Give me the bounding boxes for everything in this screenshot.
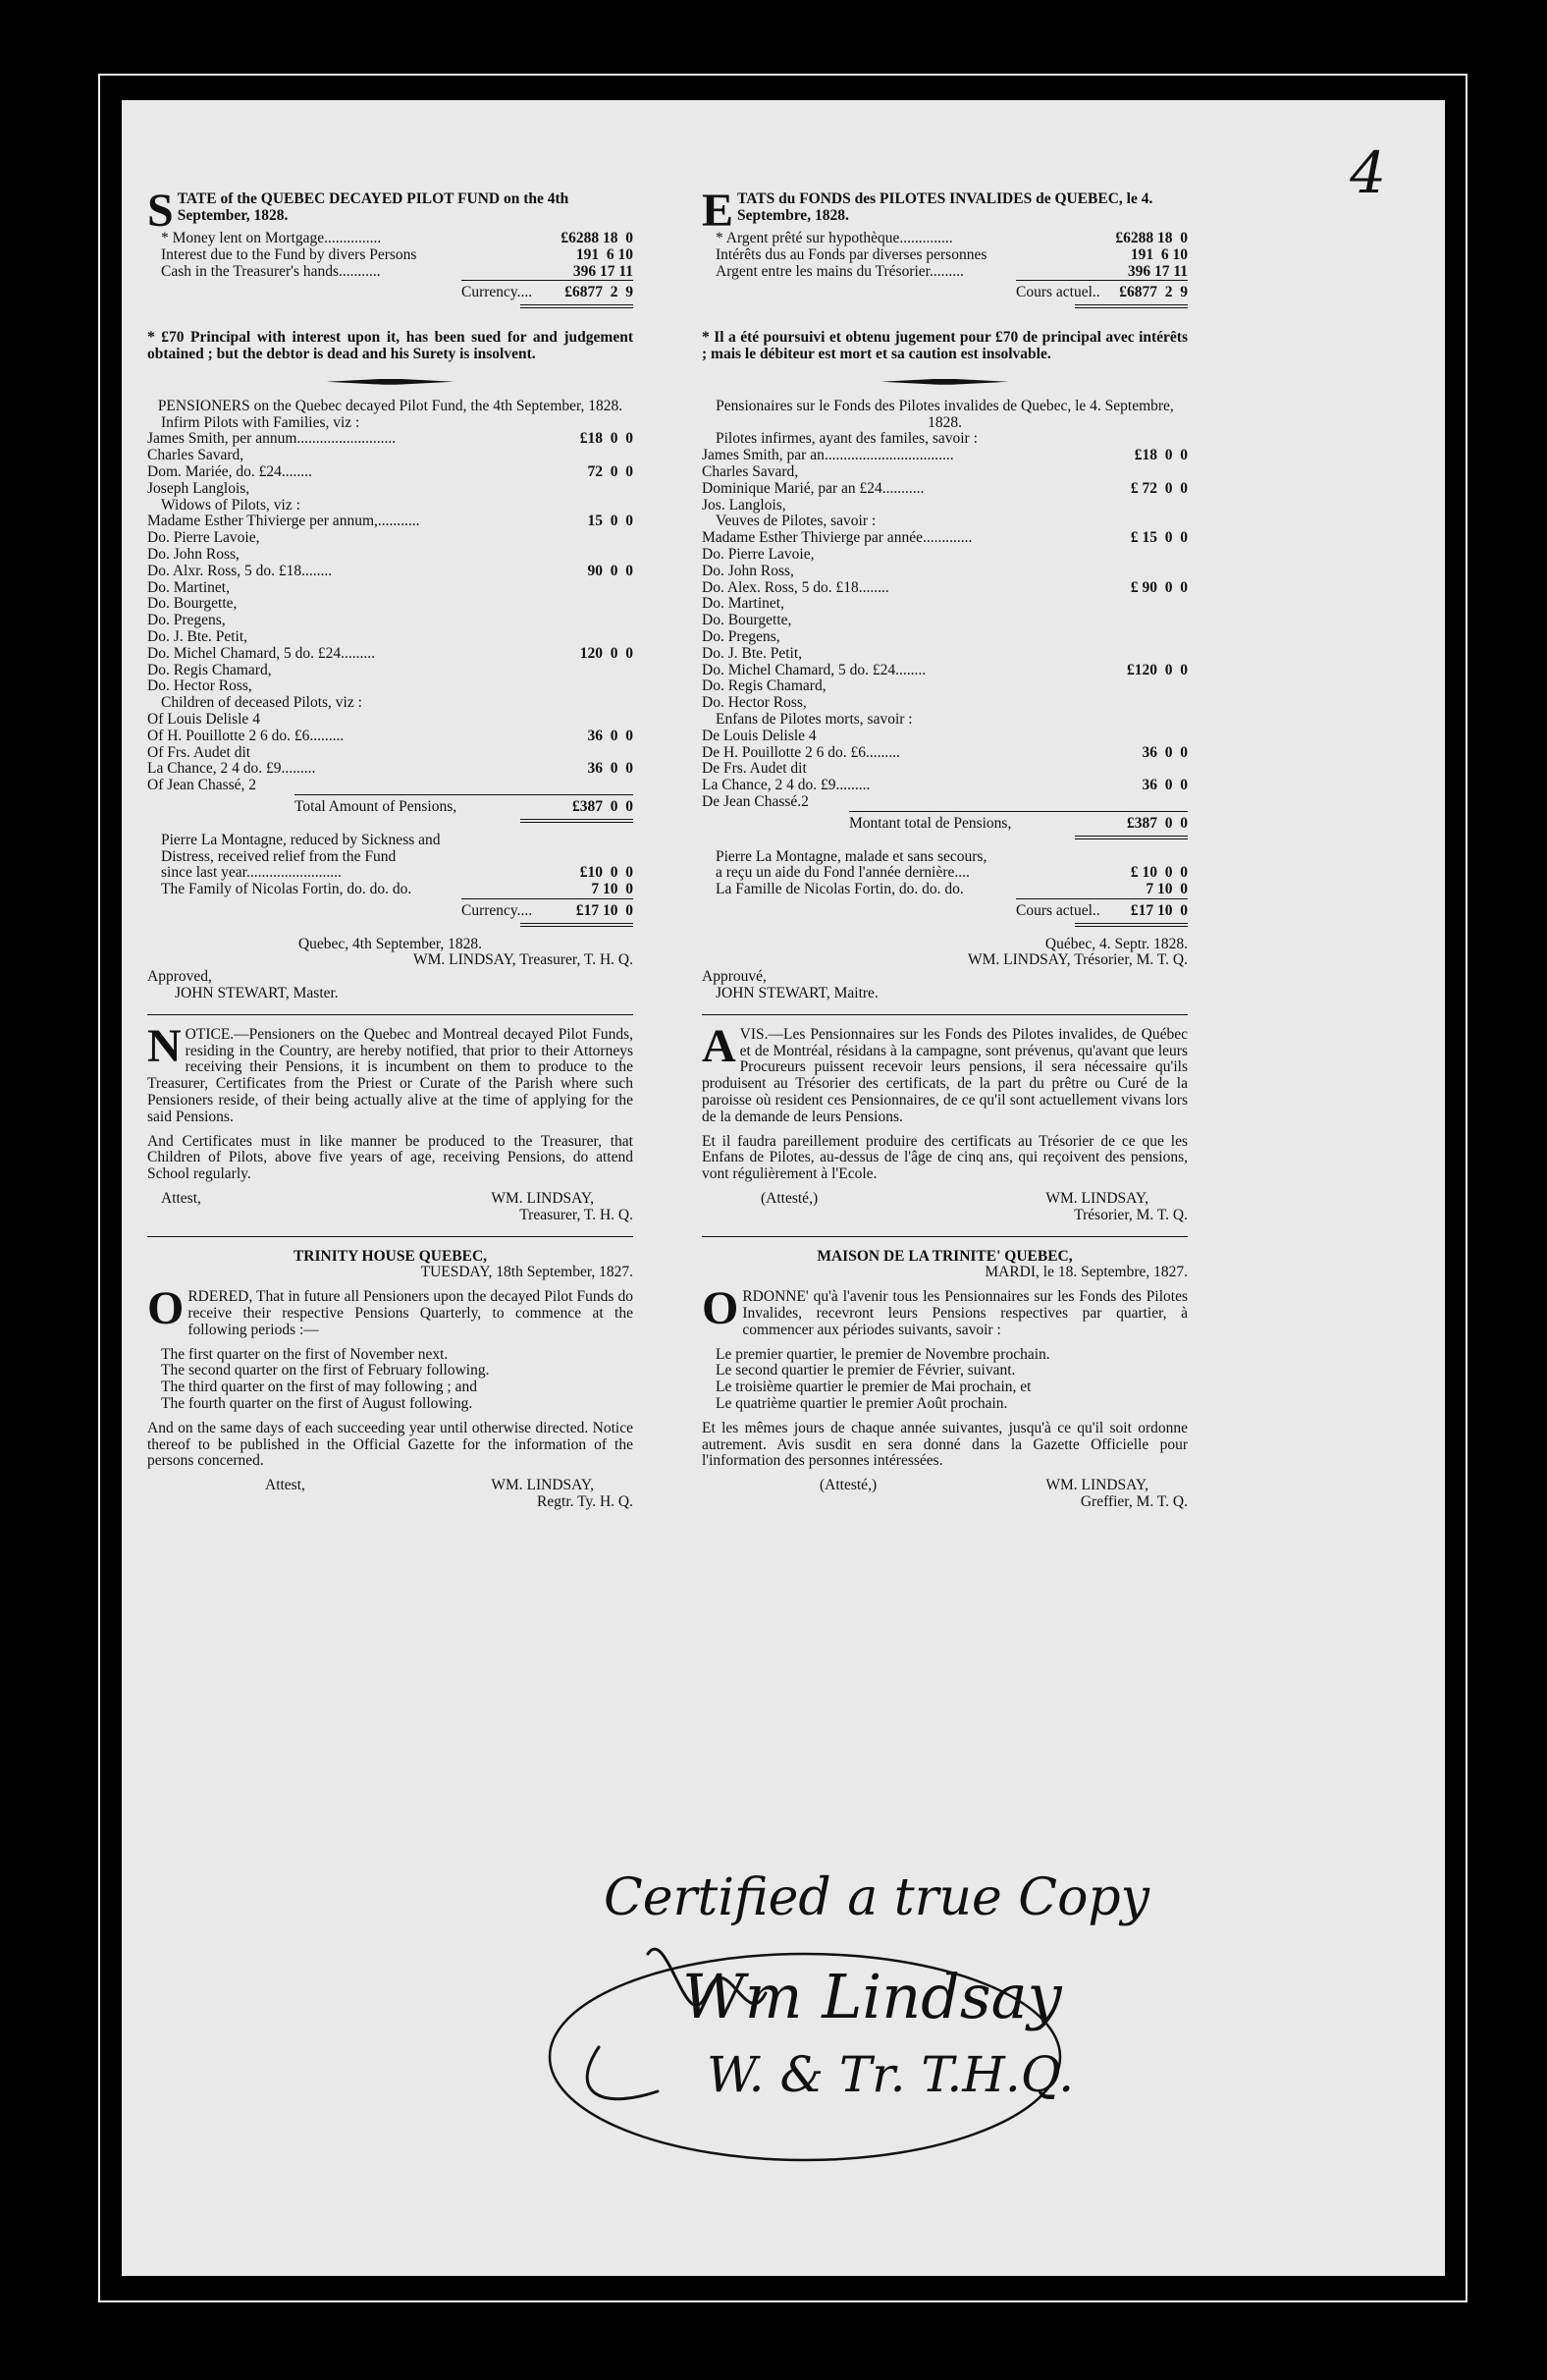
relief-total-label: Currency.... bbox=[461, 901, 533, 919]
secours-total-amount: £17 10 0 bbox=[1130, 901, 1188, 919]
fund-row bbox=[716, 264, 1188, 281]
pension-row bbox=[702, 498, 1188, 514]
widows-heading: Widows of Pilots, viz : bbox=[161, 496, 300, 514]
pension-row-amount: £18 0 0 bbox=[1134, 447, 1188, 464]
pension-row bbox=[702, 678, 1188, 695]
pension-row bbox=[147, 613, 633, 629]
pensions-total-amount: £387 0 0 bbox=[572, 797, 633, 815]
quarter-line: Le quatrième quartier le premier Août prochain. bbox=[716, 1395, 1008, 1413]
pension-row bbox=[702, 481, 1188, 498]
state-total bbox=[461, 280, 633, 301]
state-title: TATE of the QUEBEC DECAYED PILOT FUND on the 4th September, 1828. bbox=[177, 191, 569, 224]
secours-total-label: Cours actuel.. bbox=[1016, 901, 1100, 919]
pensionaires-heading: Pensionaires sur le Fonds des Pilotes invalides de Quebec, le 4. Septembre, 1828. bbox=[716, 397, 1174, 431]
pension-row-label: Charles Savard, bbox=[147, 448, 244, 464]
avis-text: VIS.—Les Pensionnaires sur les Fonds des Pilotes invalides, de Québec et de Montréal, résidans à la campagne, sont prévenus, qu'avant que leurs Procureurs puissent recevoir leurs pensions, il sera nécessaire qu'ils produisent au Trésorier des certificats, de la part du prêtre ou Curé de la paroisse où resident ces Pensionnaires, de ce qu'il sont actuellement vivans lors de la demande de leurs Pensions. bbox=[702, 1026, 1188, 1125]
ordonne-signer: WM. LINDSAY, bbox=[1045, 1477, 1148, 1494]
pension-row bbox=[702, 663, 1188, 679]
signer: WM. LINDSAY, Treasurer, T. H. Q. bbox=[413, 951, 633, 969]
maison-date: MARDI, le 18. Septembre, 1827. bbox=[985, 1264, 1188, 1281]
pension-row-label: Do. Michel Chamard, 5 do. £24......... bbox=[147, 645, 376, 662]
montant-total-label: Montant total de Pensions, bbox=[849, 814, 1012, 832]
avis-attest-row bbox=[702, 1191, 1188, 1208]
notice-text: OTICE.—Pensioners on the Quebec and Montreal decayed Pilot Funds, residing in the Country, are hereby notified, that prior to their Attorneys receiving their Pensions, it is incumbent on them to produce to the Treasurer, Certificates from the Priest or Curate of the Parish where such Pensioners reside, of their being actually alive at the time of applying for the said Pensions. bbox=[147, 1026, 633, 1125]
pension-row-label: Do. John Ross, bbox=[147, 546, 240, 563]
relief-row-label: The Family of Nicolas Fortin, do. do. do. bbox=[161, 882, 412, 898]
pension-row bbox=[147, 678, 633, 695]
mortgage-note: * £70 Principal with interest upon it, has been sued for and judgement obtained ; but the debtor is dead and his Surety is insolvent. bbox=[147, 329, 633, 362]
pension-row bbox=[147, 530, 633, 547]
relief-total bbox=[461, 898, 633, 920]
pension-row bbox=[702, 613, 1188, 629]
pension-row-label: Do. Pregens, bbox=[147, 613, 226, 629]
fund-row-label: Intérêts dus au Fonds par diverses personnes bbox=[716, 246, 987, 263]
pension-row-label: Do. Michel Chamard, 5 do. £24........ bbox=[702, 662, 927, 678]
enfans-rows bbox=[702, 729, 1188, 811]
quarter-line: Le second quartier le premier de Février, suivant. bbox=[716, 1362, 1016, 1379]
pension-row-label: Dom. Mariée, do. £24........ bbox=[147, 463, 312, 480]
ordonne-attest-row bbox=[702, 1478, 1188, 1494]
montant-total-amount: £387 0 0 bbox=[1127, 814, 1188, 832]
pension-row bbox=[702, 629, 1188, 646]
notice-signer-title: Treasurer, T. H. Q. bbox=[519, 1206, 633, 1223]
relief-row-label: La Famille de Nicolas Fortin, do. do. do. bbox=[716, 882, 964, 898]
pension-row-label: Do. J. Bte. Petit, bbox=[702, 645, 803, 662]
quarter-line: The first quarter on the first of November next. bbox=[161, 1345, 449, 1363]
pension-row-label: Do. Regis Chamard, bbox=[702, 678, 827, 695]
pension-row-amount: 120 0 0 bbox=[579, 644, 633, 662]
quarter-line: The second quarter on the first of February following. bbox=[161, 1362, 490, 1379]
pension-row bbox=[147, 481, 633, 498]
enfans-heading: Enfans de Pilotes morts, savoir : bbox=[716, 710, 913, 728]
avis-paragraph bbox=[702, 1027, 1188, 1126]
notice-paragraph bbox=[147, 1027, 633, 1126]
pension-row-label: Do. Bourgette, bbox=[702, 613, 792, 629]
quarters-list bbox=[147, 1347, 633, 1413]
pension-row bbox=[147, 629, 633, 646]
pension-row bbox=[702, 564, 1188, 580]
pension-row-label: James Smith, par an.................................. bbox=[702, 448, 954, 464]
relief-row bbox=[147, 849, 633, 866]
pension-row bbox=[147, 712, 633, 729]
avis-signer-title: Trésorier, M. T. Q. bbox=[1074, 1206, 1188, 1223]
quartiers-list bbox=[702, 1347, 1188, 1413]
pension-row-label: Of Frs. Audet dit bbox=[147, 744, 251, 761]
notice-attest-row bbox=[147, 1191, 633, 1208]
pension-row-label: Charles Savard, bbox=[702, 463, 799, 480]
children-heading: Children of deceased Pilots, viz : bbox=[161, 694, 362, 712]
pension-row-label: Madame Esther Thivierge per annum,........... bbox=[147, 514, 420, 530]
infirm-rows bbox=[147, 431, 633, 497]
pension-row bbox=[147, 663, 633, 679]
pensions-total bbox=[294, 794, 633, 816]
notice-attest: Attest, bbox=[161, 1190, 201, 1208]
fund-row-amount: £6288 18 0 bbox=[1115, 230, 1188, 246]
pensions-total-label: Total Amount of Pensions, bbox=[294, 797, 457, 815]
pension-row-label: James Smith, per annum.......................... bbox=[147, 431, 397, 448]
pension-row bbox=[147, 646, 633, 663]
pension-row-amount: £120 0 0 bbox=[1127, 661, 1188, 678]
fund-row bbox=[161, 264, 633, 281]
ordered-attest-row bbox=[147, 1478, 633, 1494]
pension-row-amount: £18 0 0 bbox=[579, 430, 633, 448]
fund-row-amount: 396 17 11 bbox=[572, 262, 633, 280]
double-rule bbox=[1075, 303, 1188, 308]
fund-row-amount: 191 6 10 bbox=[575, 245, 633, 263]
quarter-line: The third quarter on the first of may following ; and bbox=[161, 1379, 477, 1396]
etats-heading bbox=[702, 191, 1188, 231]
ordered-signer-title: Regtr. Ty. H. Q. bbox=[537, 1493, 633, 1510]
ordonne-text: RDONNE' qu'à l'avenir tous les Pensionnaires sur les Fonds des Pilotes Invalides, recevront leurs Pensions respectives par quartier, à commencer aux périodes suivants, savoir : bbox=[742, 1289, 1188, 1338]
fund-row-label: Interest due to the Fund by divers Persons bbox=[161, 246, 417, 263]
pension-row bbox=[702, 464, 1188, 481]
pension-row bbox=[147, 761, 633, 778]
double-rule bbox=[520, 303, 633, 308]
certified-line: Certified a true Copy bbox=[604, 1868, 1150, 1927]
children-rows bbox=[147, 712, 633, 794]
secours-total bbox=[1016, 898, 1188, 920]
veuves-rows bbox=[702, 530, 1188, 712]
french-column bbox=[702, 191, 1188, 1511]
pension-row-label: De Louis Delisle 4 bbox=[702, 728, 817, 744]
avis-attest: (Attesté,) bbox=[761, 1190, 819, 1208]
pension-row-label: La Chance, 2 4 do. £9......... bbox=[702, 778, 871, 794]
infirm-heading: Infirm Pilots with Families, viz : bbox=[161, 413, 360, 431]
signature-name: Wm Lindsay bbox=[682, 1961, 1062, 2032]
pension-row bbox=[702, 745, 1188, 762]
pension-row-label: Do. Alxr. Ross, 5 do. £18........ bbox=[147, 563, 333, 579]
relief-row bbox=[702, 865, 1188, 882]
infirmes-heading: Pilotes infirmes, ayant des familes, savoir : bbox=[716, 430, 978, 448]
pension-row-amount: £ 72 0 0 bbox=[1130, 479, 1188, 497]
pension-row bbox=[702, 729, 1188, 745]
state-heading bbox=[147, 191, 633, 231]
pension-row-amount: 36 0 0 bbox=[587, 727, 633, 744]
pension-row-amount: 72 0 0 bbox=[587, 462, 633, 480]
pension-row bbox=[702, 580, 1188, 597]
ordonne-paragraph bbox=[702, 1289, 1188, 1338]
fund-row bbox=[161, 247, 633, 264]
pension-row-amount: £ 90 0 0 bbox=[1130, 578, 1188, 596]
pension-row bbox=[147, 778, 633, 794]
pension-row-label: Do. Martinet, bbox=[702, 596, 784, 613]
ordonne-dropcap: O bbox=[702, 1289, 739, 1335]
ornament-divider bbox=[327, 379, 454, 385]
pension-row bbox=[702, 778, 1188, 794]
ordered-signer: WM. LINDSAY, bbox=[491, 1477, 594, 1494]
signer: WM. LINDSAY, Trésorier, M. T. Q. bbox=[967, 951, 1188, 969]
pension-row bbox=[147, 596, 633, 613]
trinity-date: TUESDAY, 18th September, 1827. bbox=[420, 1264, 633, 1281]
ordered-text-2: And on the same days of each succeeding year until otherwise directed. Notice thereof to be published in the Official Gazette for the information of the persons concerned. bbox=[147, 1419, 633, 1470]
pension-row bbox=[702, 530, 1188, 547]
pension-row-label: De Jean Chassé.2 bbox=[702, 793, 809, 810]
section-rule bbox=[147, 1236, 633, 1237]
relief-row bbox=[702, 882, 1188, 898]
pension-row bbox=[702, 646, 1188, 663]
pension-row-label: Of Jean Chassé, 2 bbox=[147, 778, 257, 794]
pension-row bbox=[147, 745, 633, 762]
pension-row-label: Of Louis Delisle 4 bbox=[147, 711, 260, 728]
quarter-line: Le premier quartier, le premier de Novembre prochain. bbox=[716, 1345, 1050, 1363]
relief-row-label: Pierre La Montagne, malade et sans secours, bbox=[716, 848, 987, 865]
pension-row-amount: 36 0 0 bbox=[1142, 777, 1188, 794]
pension-row-label: Do. Pregens, bbox=[702, 628, 780, 645]
etats-title: TATS du FONDS des PILOTES INVALIDES de QUEBEC, le 4. Septembre, 1828. bbox=[737, 191, 1153, 224]
pension-row-label: La Chance, 2 4 do. £9......... bbox=[147, 761, 316, 778]
etats-total-amount: £6877 2 9 bbox=[1119, 284, 1188, 301]
ordonne-text-2: Et les mêmes jours de chaque année suivantes, jusqu'à ce qu'il soit ordonne autrement. Avis susdit en sera donné dans la Gazette Officielle pour l'information des personnes intéressées. bbox=[702, 1419, 1188, 1470]
notice-text-2: And Certificates must in like manner be produced to the Treasurer, that Children of Pilots, above five years of age, receiving Pensions, do attend School regularly. bbox=[147, 1132, 633, 1183]
quarter-line: The fourth quarter on the first of August following. bbox=[161, 1395, 473, 1413]
pension-row-label: De Frs. Audet dit bbox=[702, 761, 807, 778]
relief-row-amount: £ 10 0 0 bbox=[1130, 864, 1188, 882]
relief-row-label: a reçu un aide du Fond l'année dernière.... bbox=[716, 865, 970, 882]
relief-row bbox=[702, 849, 1188, 866]
etats-total-label: Cours actuel.. bbox=[1016, 284, 1100, 301]
pension-row-label: Do. Martinet, bbox=[147, 579, 230, 596]
relief-row-amount: 7 10 0 bbox=[1146, 881, 1188, 898]
place-date: Québec, 4. Septr. 1828. bbox=[1044, 935, 1188, 952]
etats-rows bbox=[702, 231, 1188, 280]
approver: JOHN STEWART, Master. bbox=[175, 985, 339, 1002]
secours-rows bbox=[702, 849, 1188, 898]
relief-row-label: Distress, received relief from the Fund bbox=[161, 848, 397, 865]
avis-signer: WM. LINDSAY, bbox=[1045, 1190, 1148, 1208]
fund-row-label: Cash in the Treasurer's hands........... bbox=[161, 263, 381, 280]
approver: JOHN STEWART, Maitre. bbox=[716, 985, 879, 1002]
section-rule bbox=[147, 1014, 633, 1015]
relief-row bbox=[147, 865, 633, 882]
page-number: 4 bbox=[1350, 139, 1386, 206]
pension-row-label: Of H. Pouillotte 2 6 do. £6......... bbox=[147, 728, 345, 744]
relief-rows bbox=[147, 833, 633, 898]
ordered-attest: Attest, bbox=[265, 1477, 305, 1494]
pension-row bbox=[147, 729, 633, 745]
pension-row-amount: 15 0 0 bbox=[587, 513, 633, 530]
pension-row-label: Dominique Marié, par an £24........... bbox=[702, 480, 925, 497]
pension-row-label: Joseph Langlois, bbox=[147, 480, 250, 497]
etats-total bbox=[1016, 280, 1188, 301]
pension-row bbox=[147, 464, 633, 481]
pension-row-label: Do. John Ross, bbox=[702, 563, 794, 579]
fund-row bbox=[716, 247, 1188, 264]
fund-row-label: * Argent prêté sur hypothèque.............. bbox=[716, 231, 953, 246]
pension-row bbox=[147, 547, 633, 564]
pension-row-amount: 36 0 0 bbox=[1142, 743, 1188, 761]
pension-row-amount: £ 15 0 0 bbox=[1130, 529, 1188, 547]
fund-row-amount: 191 6 10 bbox=[1130, 245, 1188, 263]
handwritten-certification bbox=[510, 1846, 1256, 2170]
fund-row-label: * Money lent on Mortgage............... bbox=[161, 231, 382, 246]
veuves-heading: Veuves de Pilotes, savoir : bbox=[716, 513, 877, 530]
english-column bbox=[147, 191, 633, 1511]
pension-row-amount: 90 0 0 bbox=[587, 562, 633, 579]
fund-row bbox=[161, 231, 633, 247]
fund-row bbox=[716, 231, 1188, 247]
section-rule bbox=[702, 1236, 1188, 1237]
approved-label: Approuvé, bbox=[702, 968, 767, 986]
pension-row bbox=[147, 564, 633, 580]
pension-row-label: Do. Hector Ross, bbox=[702, 695, 807, 712]
hypotheque-note: * Il a été poursuivi et obtenu jugement pour £70 de principal avec intérêts ; mais le débiteur est mort et sa caution est insolvable. bbox=[702, 329, 1188, 362]
notice-signer: WM. LINDSAY, bbox=[491, 1190, 594, 1208]
etats-dropcap: E bbox=[702, 191, 734, 231]
pension-row bbox=[702, 794, 1188, 811]
infirmes-rows bbox=[702, 448, 1188, 514]
section-rule bbox=[702, 1014, 1188, 1015]
pension-row-label: Jos. Langlois, bbox=[702, 497, 786, 514]
quarter-line: Le troisième quartier le premier de Mai prochain, et bbox=[716, 1379, 1032, 1396]
pension-row-amount: 36 0 0 bbox=[587, 760, 633, 778]
relief-total-amount: £17 10 0 bbox=[575, 901, 633, 919]
notice-dropcap: N bbox=[147, 1026, 182, 1072]
relief-row-label: Pierre La Montagne, reduced by Sickness and bbox=[161, 832, 441, 848]
relief-row bbox=[147, 882, 633, 898]
relief-row-amount: 7 10 0 bbox=[591, 881, 633, 898]
avis-text-2: Et il faudra pareillement produire des certificats au Trésorier de ce que les Enfans de Pilotes, au-dessus de l'âge de cinq ans, qui reçoivent des pensions, vont régulièrement à l'Ecole. bbox=[702, 1132, 1188, 1183]
pension-row-label: Do. J. Bte. Petit, bbox=[147, 628, 248, 645]
pension-row bbox=[147, 448, 633, 464]
relief-row-label: since last year......................... bbox=[161, 865, 342, 882]
montant-total bbox=[849, 811, 1188, 833]
approved-label: Approved, bbox=[147, 968, 212, 986]
ordonne-attest: (Attesté,) bbox=[820, 1477, 878, 1494]
pension-row-label: Do. Regis Chamard, bbox=[147, 662, 272, 678]
widows-rows bbox=[147, 514, 633, 695]
pension-row-label: Do. Alex. Ross, 5 do. £18........ bbox=[702, 579, 889, 596]
pension-row-label: Do. Bourgette, bbox=[147, 596, 238, 613]
relief-row bbox=[147, 833, 633, 849]
trinity-heading: TRINITY HOUSE QUEBEC, bbox=[293, 1247, 488, 1265]
pension-row-label: Madame Esther Thivierge par année............. bbox=[702, 530, 973, 547]
ordered-text: RDERED, That in future all Pensioners upon the decayed Pilot Funds do receive their respective Pensions Quarterly, to commence at the following periods :— bbox=[187, 1289, 633, 1338]
pension-row bbox=[702, 596, 1188, 613]
pension-row-label: De H. Pouillotte 2 6 do. £6......... bbox=[702, 744, 900, 761]
ordered-dropcap: O bbox=[147, 1289, 185, 1335]
pension-row bbox=[147, 514, 633, 530]
pension-row bbox=[702, 547, 1188, 564]
state-total-amount: £6877 2 9 bbox=[564, 284, 633, 301]
pension-row bbox=[147, 580, 633, 597]
pension-row bbox=[702, 761, 1188, 778]
ordered-paragraph bbox=[147, 1289, 633, 1338]
fund-row-label: Argent entre les mains du Trésorier......... bbox=[716, 263, 964, 280]
state-rows bbox=[147, 231, 633, 280]
pension-row bbox=[702, 448, 1188, 464]
pension-row-label: Do. Pierre Lavoie, bbox=[702, 546, 815, 563]
pensioners-heading: PENSIONERS on the Quebec decayed Pilot Fund, the 4th September, 1828. bbox=[157, 397, 623, 414]
ordonne-signer-title: Greffier, M. T. Q. bbox=[1080, 1493, 1188, 1510]
relief-row-amount: £10 0 0 bbox=[579, 864, 633, 882]
fund-row-amount: £6288 18 0 bbox=[560, 230, 633, 246]
state-dropcap: S bbox=[147, 191, 174, 231]
pension-row-label: Do. Pierre Lavoie, bbox=[147, 530, 260, 547]
state-total-label: Currency.... bbox=[461, 284, 533, 301]
pension-row bbox=[147, 431, 633, 448]
pension-row bbox=[702, 695, 1188, 712]
signature-title: W. & Tr. T.H.Q. bbox=[707, 2046, 1075, 2103]
ornament-divider bbox=[881, 379, 1009, 385]
fund-row-amount: 396 17 11 bbox=[1127, 262, 1188, 280]
pension-row-label: Do. Hector Ross, bbox=[147, 678, 252, 695]
avis-dropcap: A bbox=[702, 1026, 736, 1072]
maison-heading: MAISON DE LA TRINITE' QUEBEC, bbox=[817, 1247, 1073, 1265]
place-date: Quebec, 4th September, 1828. bbox=[297, 935, 483, 952]
